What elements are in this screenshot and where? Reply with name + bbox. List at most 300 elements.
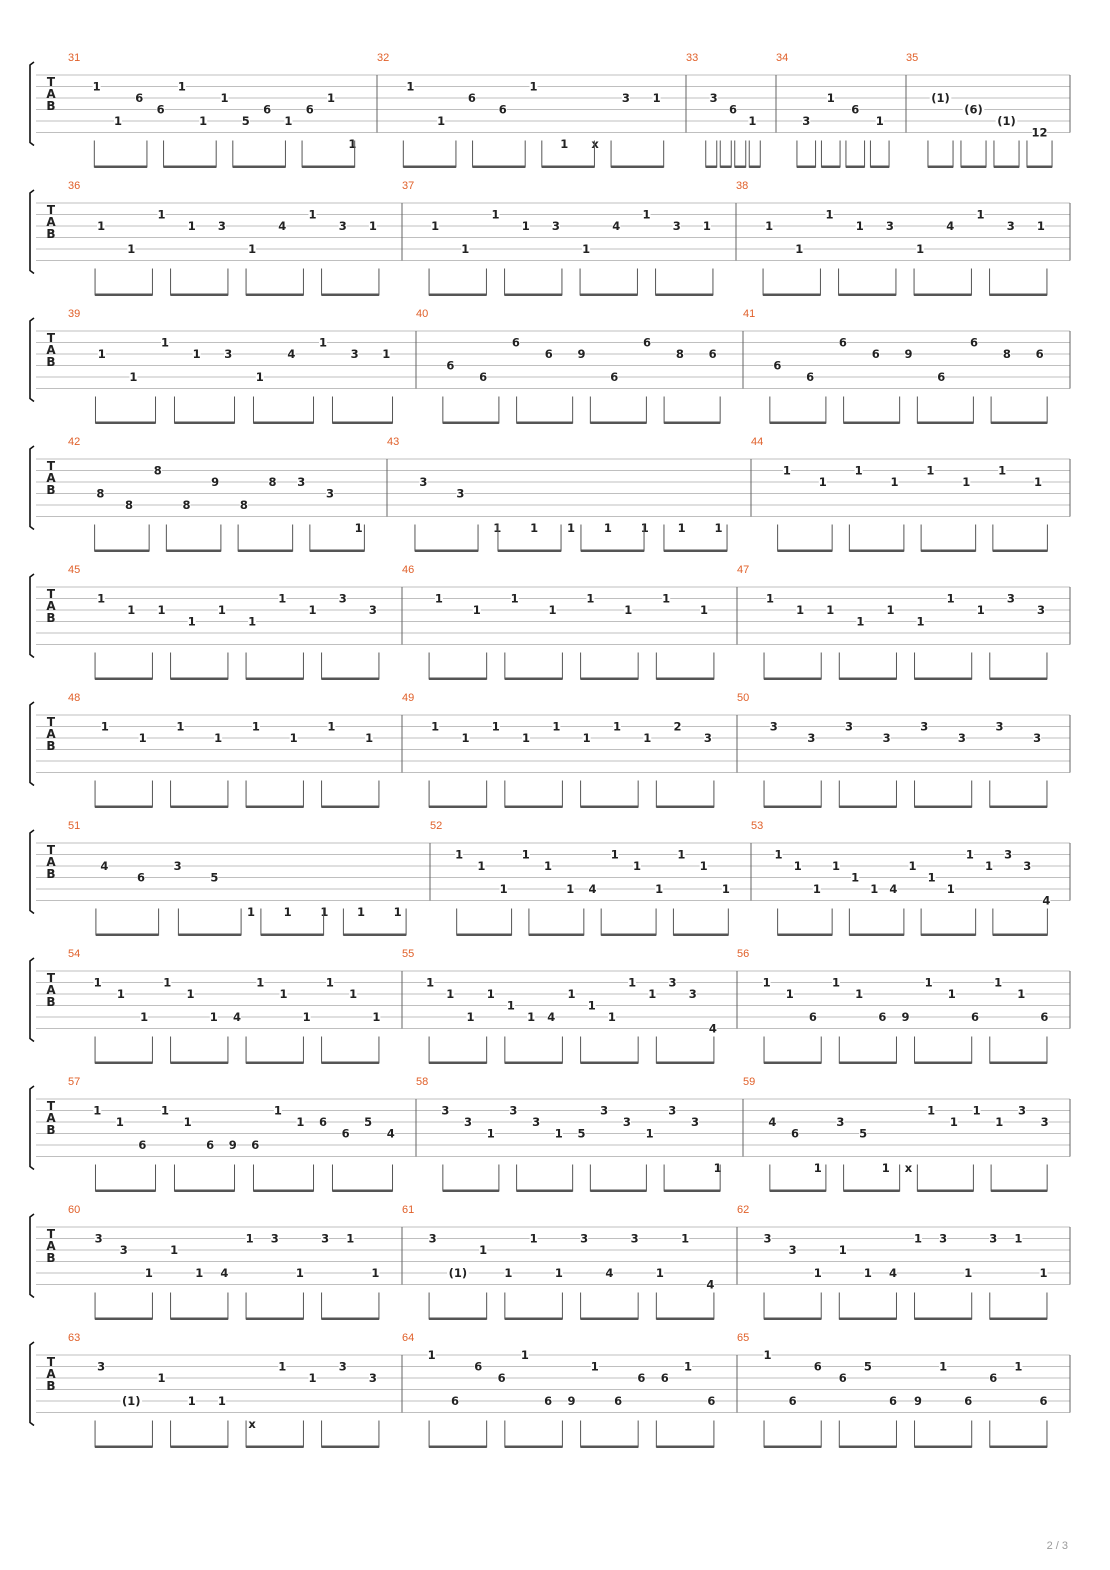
beam [764,678,821,681]
beam [993,550,1048,553]
fret-number: 3 [338,1359,347,1374]
fret-number: 3 [297,475,306,489]
fret-number: 1 [766,591,775,606]
fret-number: 1 [949,1115,958,1129]
fret-number: 9 [228,1138,237,1152]
fret-number: 3 [703,731,712,745]
fret-number: 9 [577,347,586,361]
beam [601,934,656,937]
fret-number: 6 [450,1394,459,1408]
beam [310,550,365,553]
fret-number: 1 [308,207,317,222]
staff-bracket [30,446,34,530]
fret-number: 1 [886,603,895,617]
fret-number: 1 [560,137,569,151]
beam [581,1318,639,1321]
fret-number: 3 [788,1243,797,1257]
fret-number: 1 [278,591,287,606]
beam [656,1062,714,1065]
beam [961,166,986,169]
fret-number: (6) [964,102,983,117]
fret-number: 1 [567,987,576,1001]
beam [429,1446,487,1449]
fret-number: 1 [199,114,208,128]
fret-number: 1 [115,1115,124,1129]
measure-number: 31 [68,52,81,64]
tab-clef-letter: A [46,1239,56,1253]
fret-number: 1 [177,79,186,94]
measure-number: 54 [68,948,81,960]
fret-number: 3 [325,486,334,501]
tab-clef-letter: T [46,459,56,473]
fret-number: 1 [289,731,298,745]
fret-number: 3 [509,1103,518,1118]
fret-number: 3 [709,91,718,105]
beam [233,166,286,169]
fret-number: 3 [939,1231,948,1246]
fret-number: 1 [348,137,357,151]
fret-number: 1 [308,603,317,617]
fret-number: 6 [806,370,815,384]
fret-number: 1 [246,905,256,919]
beam [95,294,152,297]
fret-number: 1 [284,114,293,128]
beam [846,166,865,169]
fret-number: 1 [721,882,730,896]
fret-number: 1 [157,207,166,222]
fret-number: 1 [486,987,495,1001]
measure-number: 52 [430,820,443,832]
fret-number: 3 [989,1231,998,1246]
fret-number: 5 [863,1359,872,1374]
fret-number: 9 [211,475,220,489]
fret-number: 1 [349,987,358,1001]
beam [764,1062,821,1065]
beam [797,166,816,169]
fret-number: 1 [251,719,260,734]
fret-number: 3 [94,1231,103,1246]
fret-number: 6 [156,102,165,117]
measure-number: 53 [751,820,764,832]
fret-number: 5 [210,870,219,885]
fret-number: 1 [183,1115,192,1129]
tab-clef-letter: B [46,611,56,625]
measure-number: 43 [387,436,400,448]
fret-number: 4 [605,1266,614,1280]
fret-number: 1 [916,242,925,256]
fret-number: 3 [668,1103,677,1118]
fret-number: 1 [279,987,288,1001]
fret-number: 1 [927,870,936,885]
fret-number: 1 [92,79,101,94]
fret-number: 1 [875,114,884,128]
fret-number: 1 [320,905,329,919]
fret-number: 6 [970,335,979,350]
fret-number: 4 [232,1010,242,1024]
fret-number: 6 [206,1138,215,1152]
fret-number: 3 [1033,731,1042,745]
fret-number: 3 [807,731,816,745]
fret-number: 1 [785,987,794,1001]
measure-number: 33 [686,52,699,64]
fret-number: 1 [461,731,470,745]
fret-number: 1 [127,242,136,256]
fret-number: x [904,1161,913,1175]
fret-number: 4 [889,882,898,896]
fret-number: 1 [699,859,708,873]
fret-number: 3 [1036,603,1045,617]
beam [656,1318,714,1321]
beam [581,806,639,809]
fret-number: 1 [863,1266,872,1280]
fret-number: 1 [187,219,196,233]
beam [95,1190,155,1193]
fret-number: 1 [522,731,531,745]
fret-number: 1 [926,463,935,478]
fret-number: 3 [97,1359,106,1374]
fret-number: 1 [793,859,802,873]
fret-number: 4 [278,219,287,233]
fret-number: 6 [498,102,507,117]
fret-number: 1 [890,475,899,489]
beam [839,294,896,297]
fret-number: 1 [393,905,402,919]
tab-clef-letter: T [46,587,56,601]
fret-number: 3 [1017,1103,1026,1118]
fret-number: 6 [773,358,782,373]
beam [839,806,896,809]
fret-number: 1 [976,603,985,617]
fret-number: 1 [506,998,515,1013]
fret-number: 1 [170,1243,179,1257]
fret-number: 6 [136,870,146,885]
beam [505,806,563,809]
beam [473,166,526,169]
fret-number: 1 [368,219,377,233]
tab-clef-letter: T [46,203,56,217]
beam [778,934,833,937]
measure-number: 37 [402,180,415,192]
fret-number: 4 [706,1277,715,1292]
beam [529,934,584,937]
measure-number: 35 [906,52,919,64]
fret-number: 1 [327,719,336,734]
fret-number: 1 [1014,1359,1023,1374]
fret-number: 5 [241,114,250,128]
fret-number: 1 [160,1103,170,1118]
fret-number: 3 [321,1231,330,1246]
fret-number: 3 [763,1231,772,1246]
beam [673,934,728,937]
fret-number: 6 [1035,347,1044,361]
fret-number: 8 [268,475,277,489]
fret-number: 3 [885,219,894,233]
fret-number: 3 [882,731,891,745]
fret-number: 3 [688,987,697,1001]
fret-number: 1 [431,219,440,233]
beam [870,166,889,169]
fret-number: 4 [1042,893,1051,908]
beam [656,294,713,297]
beam [990,806,1047,809]
measure-number: 38 [736,180,749,192]
fret-number: 1 [881,1161,890,1175]
fret-number: 4 [768,1115,777,1129]
tab-clef-letter: T [46,971,56,985]
fret-number: 8 [96,486,105,501]
fret-number: 6 [474,1359,483,1374]
fret-number: 3 [622,1115,631,1129]
beam [174,1190,234,1193]
fret-number: 1 [924,975,933,990]
beam [735,166,746,169]
tab-clef-letter: A [46,215,56,229]
fret-number: x [591,137,599,151]
fret-number: 1 [795,242,804,256]
fret-number: 6 [788,1394,797,1408]
beam [915,806,972,809]
fret-number: 1 [812,882,821,896]
fret-number: 9 [567,1394,576,1408]
fret-number: 1 [97,347,106,361]
beam [921,550,976,553]
fret-number: 4 [386,1126,395,1141]
beam [246,294,303,297]
tab-clef-letter: B [46,99,56,113]
fret-number: 6 [610,370,619,384]
measure-number: 42 [68,436,81,448]
page-number: 2 / 3 [1046,1540,1068,1552]
fret-number: 8 [675,347,684,361]
tab-clef-letter: A [46,983,56,997]
fret-number: 1 [946,591,955,606]
fret-number: x [248,1417,256,1431]
tab-clef-letter: B [46,227,56,241]
beam [990,1318,1047,1321]
fret-number: 1 [964,1266,973,1280]
beam [166,550,221,553]
fret-number: 1 [446,987,455,1001]
beam [95,1062,152,1065]
fret-number: 1 [962,475,971,489]
fret-number: 6 [878,1010,887,1024]
fret-number: 1 [632,859,641,873]
fret-number: 1 [499,882,508,896]
measure-number: 44 [751,436,764,448]
tab-clef-letter: T [46,1355,56,1369]
beam [261,934,324,937]
measure-number: 62 [737,1204,750,1216]
fret-number: 1 [796,603,805,617]
fret-number: 6 [305,102,314,117]
fret-number: 1 [214,731,223,745]
fret-number: 1 [700,603,709,617]
fret-number: 4 [612,219,621,233]
fret-number: 3 [600,1103,609,1118]
fret-number: 1 [160,335,170,350]
fret-number: 1 [995,1115,1004,1129]
beam [505,1446,563,1449]
beam [505,1062,563,1065]
fret-number: 4 [708,1021,717,1036]
tab-clef-letter: B [46,1379,56,1393]
beam [403,166,456,169]
tab-clef-letter: B [46,995,56,1009]
beam [580,294,637,297]
measure-number: 58 [416,1076,429,1088]
staff-bracket [30,1086,34,1170]
beam [990,1062,1047,1065]
measure-number: 47 [737,564,750,576]
fret-number: 6 [808,1010,817,1024]
beam [443,422,499,425]
beam [706,166,717,169]
beam [915,1318,972,1321]
fret-number: 1 [855,987,864,1001]
beam [656,1446,714,1449]
fret-number: 1 [245,1231,254,1246]
beam [917,422,973,425]
fret-number: 1 [255,370,264,384]
fret-number: 1 [327,91,336,105]
fret-number: 1 [434,591,443,606]
staff-bracket [30,318,34,402]
fret-number: 1 [566,521,576,535]
fret-number: 6 [813,1359,822,1374]
fret-number: 8 [153,463,162,478]
fret-number: 1 [856,614,865,629]
beam [253,422,313,425]
beam [517,422,573,425]
fret-number: 8 [239,498,248,512]
fret-number: 4 [220,1266,229,1280]
beam [921,934,976,937]
beam [839,678,896,681]
fret-number: 1 [662,591,671,606]
fret-number: 3 [350,347,359,361]
fret-number: 1 [97,219,106,233]
beam [457,934,512,937]
fret-number: 1 [472,603,481,617]
fret-number: 1 [582,731,591,745]
fret-number: 1 [129,370,138,384]
fret-number: 3 [630,1231,639,1246]
beam [171,678,228,681]
fret-number: 6 [964,1394,973,1408]
fret-number: 6 [1040,1010,1049,1024]
fret-number: 1 [677,847,686,862]
fret-number: 1 [479,1243,488,1257]
beam [517,1190,573,1193]
fret-number: 1 [582,242,591,256]
tab-clef-letter: B [46,739,56,753]
fret-number: 1 [831,859,840,873]
measure-number: 39 [68,308,81,320]
beam [164,166,217,169]
tab-clef-letter: T [46,1227,56,1241]
measure-number: 50 [737,692,750,704]
fret-number: 1 [356,905,366,919]
fret-number: 1 [461,242,470,256]
fret-number: 6 [838,335,847,350]
fret-number: 1 [520,1348,529,1362]
fret-number: 1 [217,1394,226,1408]
fret-number: 1 [187,1394,196,1408]
fret-number: 6 [851,102,860,117]
fret-number: 3 [338,219,347,233]
beam [915,678,972,681]
fret-number: (1) [931,91,950,105]
fret-number: 3 [690,1115,699,1129]
beam [849,550,904,553]
beam [656,806,714,809]
beam [332,1190,392,1193]
beam [415,550,478,553]
fret-number: 1 [782,463,791,478]
measure-number: 60 [68,1204,81,1216]
fret-number: 1 [590,1359,599,1374]
fret-number: 1 [628,975,637,990]
staff-bracket [30,958,34,1042]
fret-number: 1 [248,614,257,629]
fret-number: 3 [1040,1115,1049,1129]
fret-number: 1 [946,882,955,896]
beam [749,166,760,169]
fret-number: (1) [448,1266,468,1280]
beam [664,550,727,553]
tab-clef-letter: A [46,599,56,613]
fret-number: 3 [802,114,811,128]
beam [990,1446,1047,1449]
beam [770,422,826,425]
beam [322,678,379,681]
fret-number: 1 [138,731,147,745]
fret-number: 3 [668,975,677,990]
fret-number: 1 [466,1010,475,1024]
fret-number: 6 [637,1371,646,1385]
fret-number: 3 [920,719,929,734]
fret-number: 1 [640,521,649,535]
beam [246,1318,303,1321]
beam [720,166,731,169]
beam [246,806,303,809]
fret-number: 1 [295,1266,304,1280]
fret-number: 6 [544,347,553,361]
fret-number: 6 [708,347,717,361]
staff-bracket [30,62,34,146]
fret-number: 1 [127,603,136,617]
fret-number: 3 [532,1115,541,1129]
fret-number: 3 [621,91,630,105]
beam [994,166,1019,169]
fret-number: 3 [456,486,465,501]
fret-number: 1 [587,998,596,1013]
beam [95,678,152,681]
fret-number: 1 [372,1010,381,1024]
beam [94,166,147,169]
fret-number: 1 [157,603,166,617]
beam [171,806,228,809]
fret-number: 6 [888,1394,897,1408]
fret-number: 1 [832,975,841,990]
staff-bracket [30,1214,34,1298]
fret-number: 6 [838,1371,847,1385]
fret-number: 5 [364,1115,373,1129]
fret-number: 1 [818,475,827,489]
measure-number: 63 [68,1332,81,1344]
fret-number: 1 [838,1243,847,1257]
beam [581,1446,639,1449]
